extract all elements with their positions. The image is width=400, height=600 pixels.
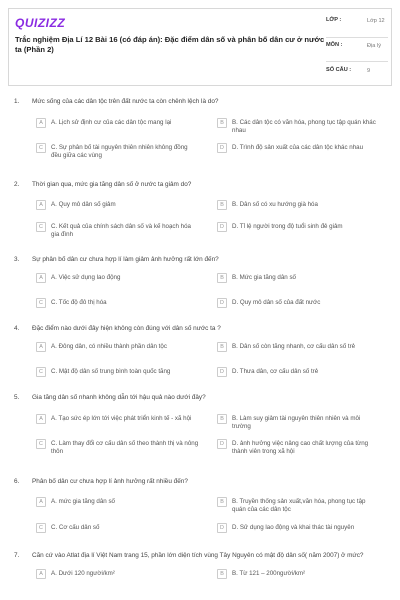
meta-divider [326,37,388,38]
option-letter-badge: A [36,497,46,507]
option-letter-badge: C [36,298,46,308]
option-letter-badge: C [36,439,46,449]
option-letter-badge: A [36,342,46,352]
option-letter-badge: C [36,143,46,153]
option-text: A. Quy mô dân số giảm [51,201,116,208]
option-text: C. Tốc độ đô thị hóa [51,299,107,306]
option-text: D. Quy mô dân số của đất nước [232,299,321,306]
option-text: C. Sự phân bố tài nguyên thiên nhiên không đồng đều giữa các vùng [51,144,188,159]
option-text: D. Tỉ lệ người trong độ tuổi sinh đẻ giảm [232,223,343,230]
question-text: Đặc điểm nào dưới đây hiện không còn đúng với dân số nước ta ? [32,325,221,332]
meta-subject-value: Địa lý [367,43,381,49]
option-letter-badge: A [36,569,46,579]
option-letter-badge: D [217,367,227,377]
question-number: 7. [14,552,20,559]
question-text: Căn cứ vào Atlat địa lí Việt Nam trang 15, phần lớn diện tích vùng Tây Nguyên có mật độ dân số( năm 2007) ở mức? [32,552,364,559]
question-text: Phân bố dân cư chưa hợp lí ảnh hưởng rất nhiều đến? [32,478,188,485]
option-letter-badge: A [36,118,46,128]
meta-count-key: SỐ CÂU : [326,67,352,73]
option-letter-badge: B [217,200,227,210]
option-letter-badge: C [36,367,46,377]
meta-subject-key: MÔN : [326,42,343,48]
option-text: A. Tạo sức ép lớn tới việc phát triển kinh tế - xã hội [51,415,192,422]
option-letter-badge: B [217,342,227,352]
option-text: B. Dân số có xu hướng già hóa [232,201,318,208]
meta-divider [326,61,388,62]
option-letter-badge: C [36,523,46,533]
quizizz-logo: QUIZIZZ [15,16,66,30]
option-letter-badge: D [217,439,227,449]
option-letter-badge: B [217,497,227,507]
document-title: Trắc nghiệm Địa Lí 12 Bài 16 (có đáp án): Đặc điểm dân số và phân bố dân cư ở nước ta (Phần 2) [15,35,325,54]
option-text: A. Lịch sử định cư của các dân tộc mang lại [51,119,172,126]
question-number: 5. [14,394,20,401]
option-text: A. Việc sử dụng lao động [51,274,121,281]
option-letter-badge: A [36,414,46,424]
option-text: A. Dưới 120 người/km² [51,570,115,577]
option-letter-badge: B [217,118,227,128]
meta-class-key: LỚP : [326,17,342,23]
question-text: Thời gian qua, mức gia tăng dân số ở nước ta giảm do? [32,181,192,188]
option-letter-badge: A [36,200,46,210]
option-letter-badge: D [217,143,227,153]
option-text: D. Sử dụng lao động và khai thác tài nguyên [232,524,355,531]
meta-class-value: Lớp 12 [367,18,385,24]
option-text: D. ảnh hưởng việc nâng cao chất lượng của từng thành viên trong xã hội [232,440,369,455]
question-number: 3. [14,256,20,263]
option-text: C. Mật độ dân số trung bình toàn quốc tăng [51,368,171,375]
option-text: C. Kết quả của chính sách dân số và kế hoạch hóa gia đình [51,223,192,238]
option-letter-badge: A [36,273,46,283]
option-letter-badge: B [217,273,227,283]
option-text: C. Làm thay đổi cơ cấu dân số theo thành thị và nông thôn [51,440,199,455]
option-text: B. Làm suy giảm tài nguyên thiên nhiên và môi trường [232,415,361,430]
option-text: D. Thưa dân, cơ cấu dân số trẻ [232,368,319,375]
question-text: Mức sống của các dân tộc trên đất nước ta còn chênh lệch là do? [32,98,219,105]
option-text: B. Truyền thống sản xuất,văn hóa, phong tục tập quán của các dân tộc [232,498,366,513]
question-number: 4. [14,325,20,332]
meta-count-value: 9 [367,68,371,74]
question-text: Sự phân bố dân cư chưa hợp lí làm giảm ảnh hưởng rất lớn đến? [32,256,219,263]
question-number: 6. [14,478,20,485]
option-text: D. Trình độ sản xuất của các dân tộc khác nhau [232,144,364,151]
option-text: B. Dân số còn tăng nhanh, cơ cấu dân số trẻ [232,343,356,350]
question-number: 1. [14,98,20,105]
question-text: Gia tăng dân số nhanh không dẫn tới hậu quả nào dưới đây? [32,394,206,401]
option-text: A. mức gia tăng dân số [51,498,115,505]
option-letter-badge: B [217,569,227,579]
option-letter-badge: D [217,298,227,308]
option-text: A. Đông dân, có nhiều thành phần dân tộc [51,343,167,350]
option-letter-badge: D [217,222,227,232]
option-text: B. Từ 121 – 200người/km² [232,570,306,577]
option-text: B. Các dân tộc có văn hóa, phong tục tập quán khác nhau [232,119,376,134]
option-text: C. Cơ cấu dân số [51,524,100,531]
option-letter-badge: C [36,222,46,232]
option-text: B. Mức gia tăng dân số [232,274,296,281]
option-letter-badge: D [217,523,227,533]
option-letter-badge: B [217,414,227,424]
question-number: 2. [14,181,20,188]
